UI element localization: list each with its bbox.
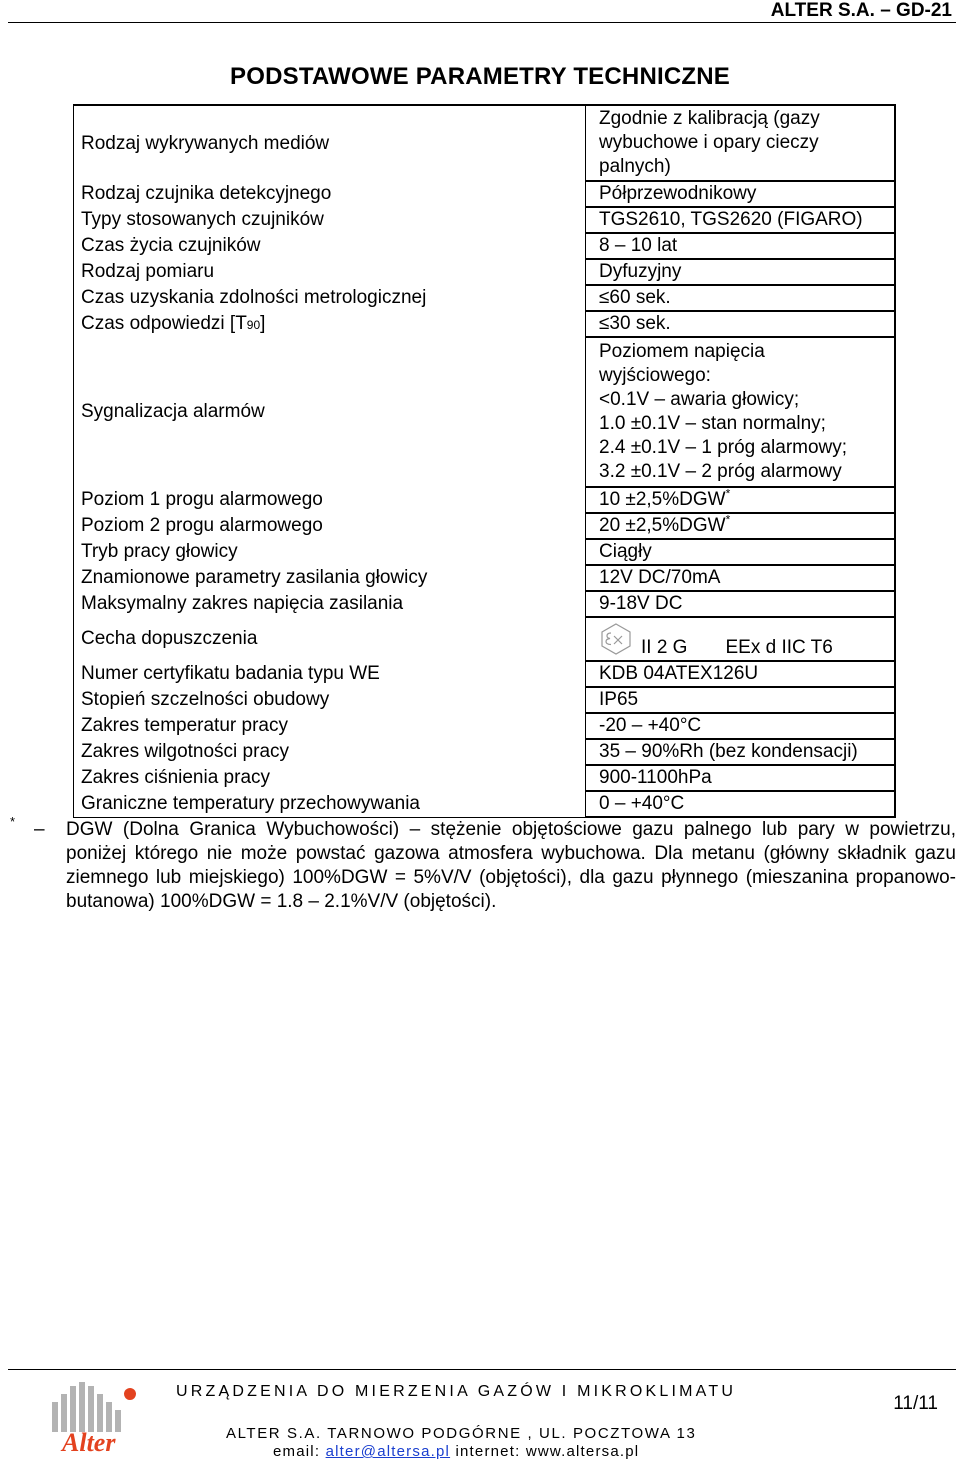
spec-row xyxy=(74,337,896,487)
spec-value-text: -20 – +40°C xyxy=(599,715,702,736)
spec-row xyxy=(74,591,896,617)
spec-value xyxy=(586,713,896,739)
alter-logo xyxy=(48,1380,140,1460)
spec-value-line: 2.4 ±0.1V – 1 próg alarmowy; xyxy=(599,437,848,458)
spec-value-line: 3.2 ±0.1V – 2 próg alarmowy xyxy=(599,461,842,482)
spec-label xyxy=(74,617,586,661)
cert-value xyxy=(599,622,890,656)
spec-label xyxy=(74,487,586,513)
spec-value-text: 20 ±2,5%DGW xyxy=(599,515,726,536)
spec-row xyxy=(74,513,896,539)
spec-label xyxy=(74,661,586,687)
document-code: ALTER S.A. – GD-21 xyxy=(770,0,952,21)
spec-value xyxy=(586,791,896,817)
spec-value-text: Ciągły xyxy=(599,541,652,562)
logo-bar xyxy=(79,1382,85,1432)
spec-value xyxy=(586,337,896,487)
spec-value-line: wyjściowego: xyxy=(599,365,711,386)
logo-bar xyxy=(97,1394,103,1432)
spec-label-text: Zakres temperatur pracy xyxy=(81,715,288,736)
spec-label-text: Cecha dopuszczenia xyxy=(81,628,258,649)
logo-bar xyxy=(88,1386,94,1432)
equipment-group: II 2 G xyxy=(641,637,688,658)
spec-value-text: 8 – 10 lat xyxy=(599,235,678,256)
spec-label-text: Numer certyfikatu badania typu WE xyxy=(81,663,380,684)
spec-label-text: Czas uzyskania zdolności metrologicznej xyxy=(81,287,427,308)
spec-value xyxy=(586,259,896,285)
spec-label xyxy=(74,591,586,617)
spec-value xyxy=(586,233,896,259)
spec-value xyxy=(586,311,896,337)
spec-label-text: Rodzaj wykrywanych mediów xyxy=(81,132,330,154)
spec-value-text: Zgodnie z kalibracją (gazy wybuchowe i opary cieczy palnych) xyxy=(599,108,820,177)
logo-text: Alter xyxy=(62,1428,116,1457)
spec-label xyxy=(74,207,586,233)
spec-row xyxy=(74,105,896,181)
spec-label-text: Czas odpowiedzi [T xyxy=(81,312,247,334)
spec-label-text: Tryb pracy głowicy xyxy=(81,541,238,562)
spec-label xyxy=(74,713,586,739)
spec-label xyxy=(74,285,586,311)
spec-row xyxy=(74,487,896,513)
spec-value-text: 35 – 90%Rh (bez kondensacji) xyxy=(599,741,858,762)
spec-label-text: Poziom 2 progu alarmowego xyxy=(81,515,323,536)
logo-bar xyxy=(52,1402,58,1432)
email-label: email: xyxy=(273,1443,321,1460)
logo-bar xyxy=(61,1394,67,1432)
header-divider xyxy=(8,22,956,23)
spec-value-line: <0.1V – awaria głowicy; xyxy=(599,389,800,410)
spec-row xyxy=(74,207,896,233)
spec-label xyxy=(74,181,586,207)
footnote-text: DGW (Dolna Granica Wybuchowości) – stężenie objętościowe gazu palnego lub pary w powietrzu, poniżej którego nie może powstać gazowa atmosfera wybuchowa. Dla metanu (główny składnik gazu ziemnego lub miejskiego) 100%DGW = 5%V/V (objętości), dla gazu płynnego (mieszanina propanowo-butanowa) 100%DGW = 1.8 – 2.1%V/V (objętości). xyxy=(66,819,956,912)
email-link[interactable]: alter@altersa.pl xyxy=(325,1443,451,1460)
spec-row xyxy=(74,539,896,565)
spec-value-text: ≤60 sek. xyxy=(599,287,671,308)
logo-dot xyxy=(124,1388,136,1400)
spec-row xyxy=(74,285,896,311)
spec-label xyxy=(74,233,586,259)
footnote-dash: – xyxy=(34,819,45,840)
spec-label-subscript: 90 xyxy=(246,317,261,332)
spec-label-text: Maksymalny zakres napięcia zasilania xyxy=(81,593,404,614)
footnote-mark: * xyxy=(10,814,16,829)
spec-row xyxy=(74,181,896,207)
spec-label-end: ] xyxy=(260,312,266,334)
spec-row xyxy=(74,233,896,259)
spec-row xyxy=(74,661,896,687)
spec-value xyxy=(586,105,896,181)
spec-row xyxy=(74,713,896,739)
spec-value xyxy=(586,687,896,713)
footnote xyxy=(10,814,956,914)
footnote-reference: * xyxy=(725,512,731,527)
spec-value xyxy=(586,487,896,513)
spec-value-text: ≤30 sek. xyxy=(599,313,671,334)
spec-value-line: 1.0 ±0.1V – stan normalny; xyxy=(599,413,826,434)
spec-row xyxy=(74,739,896,765)
spec-label xyxy=(74,791,586,817)
ex-hexagon-icon xyxy=(599,622,633,656)
spec-value xyxy=(586,739,896,765)
spec-label xyxy=(74,105,586,181)
page-number: 11/11 xyxy=(893,1393,938,1414)
protection-marking: EEx d IIC T6 xyxy=(725,637,833,658)
page-title: PODSTAWOWE PARAMETRY TECHNICZNE xyxy=(230,63,730,90)
spec-row xyxy=(74,565,896,591)
spec-label xyxy=(74,337,586,487)
spec-label xyxy=(74,513,586,539)
spec-label-text: Typy stosowanych czujników xyxy=(81,209,324,230)
spec-label-text: Graniczne temperatury przechowywania xyxy=(81,792,420,814)
internet-label: internet: xyxy=(455,1443,521,1460)
spec-label-text: Znamionowe parametry zasilania głowicy xyxy=(81,567,428,588)
spec-value xyxy=(586,591,896,617)
spec-value-text: 0 – +40°C xyxy=(599,793,685,814)
footer-company-address: ALTER S.A. TARNOWO PODGÓRNE , UL. POCZTOWA 13 xyxy=(226,1425,697,1442)
spec-label-text: Rodzaj czujnika detekcyjnego xyxy=(81,183,332,204)
spec-value-text: 900-1100hPa xyxy=(599,767,712,788)
spec-label xyxy=(74,687,586,713)
spec-label xyxy=(74,311,586,337)
spec-label-text: Rodzaj pomiaru xyxy=(81,261,215,282)
spec-value-text: IP65 xyxy=(599,689,639,710)
footer-divider xyxy=(8,1369,956,1370)
spec-value xyxy=(586,181,896,207)
spec-row xyxy=(74,311,896,337)
spec-label xyxy=(74,259,586,285)
logo-bar xyxy=(115,1410,121,1432)
logo-bars xyxy=(52,1382,121,1432)
spec-label-text: Sygnalizacja alarmów xyxy=(81,401,265,422)
spec-value-text: TGS2610, TGS2620 (FIGARO) xyxy=(599,209,863,230)
spec-value-line: Poziomem napięcia xyxy=(599,341,765,362)
footer-contact xyxy=(273,1443,639,1460)
spec-value xyxy=(586,765,896,791)
spec-value xyxy=(586,513,896,539)
spec-value xyxy=(586,539,896,565)
spec-value xyxy=(586,661,896,687)
spec-row xyxy=(74,259,896,285)
spec-label-text: Stopień szczelności obudowy xyxy=(81,689,330,710)
spec-label-text: Poziom 1 progu alarmowego xyxy=(81,489,323,510)
spec-row xyxy=(74,687,896,713)
spec-row xyxy=(74,765,896,791)
spec-label xyxy=(74,539,586,565)
logo-bar xyxy=(70,1386,76,1432)
spec-value xyxy=(586,617,896,661)
spec-label-text: Zakres wilgotności pracy xyxy=(81,741,290,762)
spec-label xyxy=(74,765,586,791)
spec-value-text: 10 ±2,5%DGW xyxy=(599,489,726,510)
spec-value xyxy=(586,207,896,233)
spec-label xyxy=(74,739,586,765)
spec-row xyxy=(74,791,896,817)
spec-label xyxy=(74,565,586,591)
spec-label-text: Zakres ciśnienia pracy xyxy=(81,767,271,788)
footnote-reference: * xyxy=(725,486,731,501)
footer-tagline: URZĄDZENIA DO MIERZENIA GAZÓW I MIKROKLIMATU xyxy=(176,1383,737,1400)
spec-table xyxy=(73,104,896,818)
spec-value-text: Półprzewodnikowy xyxy=(599,183,757,204)
spec-value-text: 9-18V DC xyxy=(599,593,683,614)
spec-value xyxy=(586,285,896,311)
website: www.altersa.pl xyxy=(525,1443,640,1460)
spec-value-text: 12V DC/70mA xyxy=(599,567,721,588)
spec-value xyxy=(586,565,896,591)
spec-row xyxy=(74,617,896,661)
spec-value-text: Dyfuzyjny xyxy=(599,261,682,282)
spec-value-text: KDB 04ATEX126U xyxy=(599,663,759,684)
spec-label-text: Czas życia czujników xyxy=(81,235,261,256)
